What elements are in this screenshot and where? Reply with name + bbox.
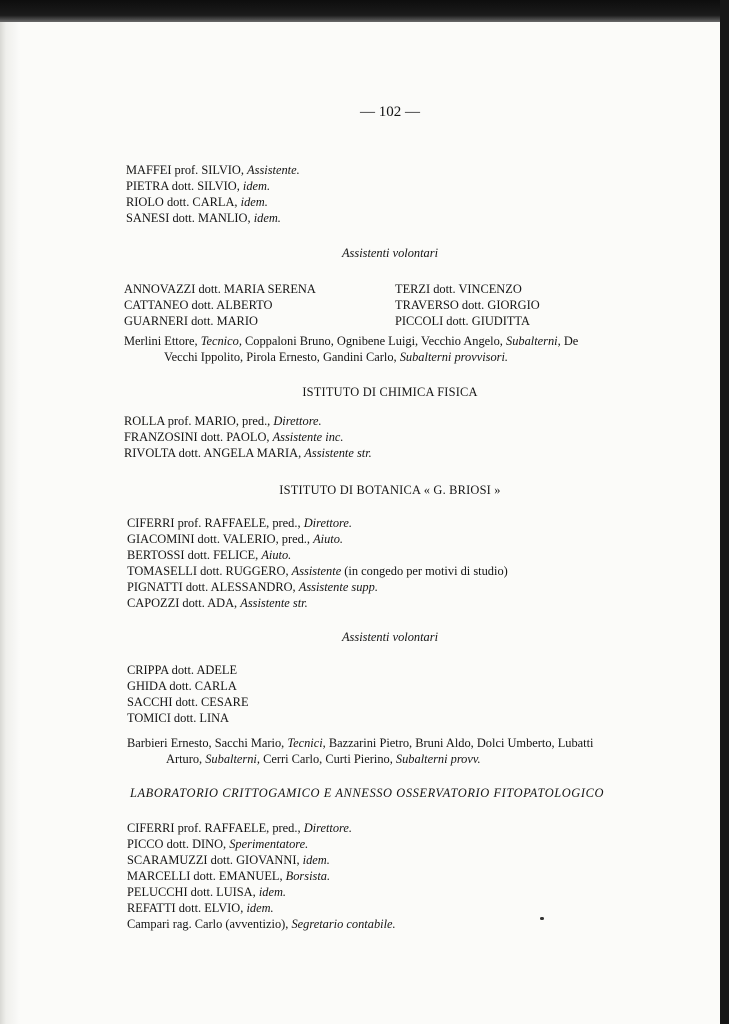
list-item: PICCOLI dott. GIUDITTA xyxy=(395,314,530,328)
list-item: GIACOMINI dott. VALERIO, pred., Aiuto. xyxy=(127,532,344,546)
list-item: CIFERRI prof. RAFFAELE, pred., Direttore. xyxy=(127,821,352,835)
list-item: BERTOSSI dott. FELICE, Aiuto. xyxy=(127,548,292,562)
staff-paragraph-line: Vecchi Ippolito, Pirola Ernesto, Gandini Carlo, Subalterni provvisori. xyxy=(164,350,509,364)
staff-paragraph-line: Barbieri Ernesto, Sacchi Mario, Tecnici, Bazzarini Pietro, Bruni Aldo, Dolci Umberto, Lubatti xyxy=(127,736,594,750)
staff-paragraph-line: Arturo, Subalterni, Cerri Carlo, Curti Pierino, Subalterni provv. xyxy=(166,752,481,766)
list-item: SACCHI dott. CESARE xyxy=(127,695,249,709)
list-item: GHIDA dott. CARLA xyxy=(127,679,237,693)
list-item: Campari rag. Carlo (avventizio), Segretario contabile. xyxy=(127,917,396,931)
section-heading: LABORATORIO CRITTOGAMICO E ANNESSO OSSERVATORIO FITOPATOLOGICO xyxy=(130,786,604,800)
list-item: PIETRA dott. SILVIO, idem. xyxy=(126,179,271,193)
list-item: GUARNERI dott. MARIO xyxy=(124,314,258,328)
list-item: REFATTI dott. ELVIO, idem. xyxy=(127,901,274,915)
section-subheading: Assistenti volontari xyxy=(341,630,439,644)
scan-left-binding xyxy=(0,22,20,1024)
list-item: RIOLO dott. CARLA, idem. xyxy=(126,195,268,209)
list-item: ANNOVAZZI dott. MARIA SERENA xyxy=(124,282,316,296)
list-item: TRAVERSO dott. GIORGIO xyxy=(395,298,540,312)
list-item: PICCO dott. DINO, Sperimentatore. xyxy=(127,837,309,851)
list-item: RIVOLTA dott. ANGELA MARIA, Assistente str. xyxy=(124,446,372,460)
section-heading: ISTITUTO DI BOTANICA « G. BRIOSI » xyxy=(279,483,501,497)
scan-top-border xyxy=(0,0,729,22)
list-item: CIFERRI prof. RAFFAELE, pred., Direttore. xyxy=(127,516,352,530)
list-item: CAPOZZI dott. ADA, Assistente str. xyxy=(127,596,308,610)
list-item: TERZI dott. VINCENZO xyxy=(395,282,522,296)
list-item: CATTANEO dott. ALBERTO xyxy=(124,298,273,312)
list-item: CRIPPA dott. ADELE xyxy=(127,663,238,677)
section-heading: ISTITUTO DI CHIMICA FISICA xyxy=(302,385,478,399)
list-item: TOMICI dott. LINA xyxy=(127,711,229,725)
list-item: MARCELLI dott. EMANUEL, Borsista. xyxy=(127,869,331,883)
scan-speck xyxy=(540,917,544,920)
section-subheading: Assistenti volontari xyxy=(341,246,439,260)
list-item: PIGNATTI dott. ALESSANDRO, Assistente supp. xyxy=(127,580,378,594)
list-item: SANESI dott. MANLIO, idem. xyxy=(126,211,281,225)
list-item: TOMASELLI dott. RUGGERO, Assistente (in congedo per motivi di studio) xyxy=(127,564,508,578)
scan-right-border xyxy=(720,0,729,1024)
page-number: — 102 — xyxy=(360,104,420,120)
list-item: ROLLA prof. MARIO, pred., Direttore. xyxy=(124,414,322,428)
staff-paragraph-line: Merlini Ettore, Tecnico, Coppaloni Bruno, Ognibene Luigi, Vecchio Angelo, Subalterni, De xyxy=(124,334,579,348)
list-item: PELUCCHI dott. LUISA, idem. xyxy=(127,885,287,899)
list-item: FRANZOSINI dott. PAOLO, Assistente inc. xyxy=(124,430,344,444)
list-item: MAFFEI prof. SILVIO, Assistente. xyxy=(126,163,300,177)
list-item: SCARAMUZZI dott. GIOVANNI, idem. xyxy=(127,853,330,867)
